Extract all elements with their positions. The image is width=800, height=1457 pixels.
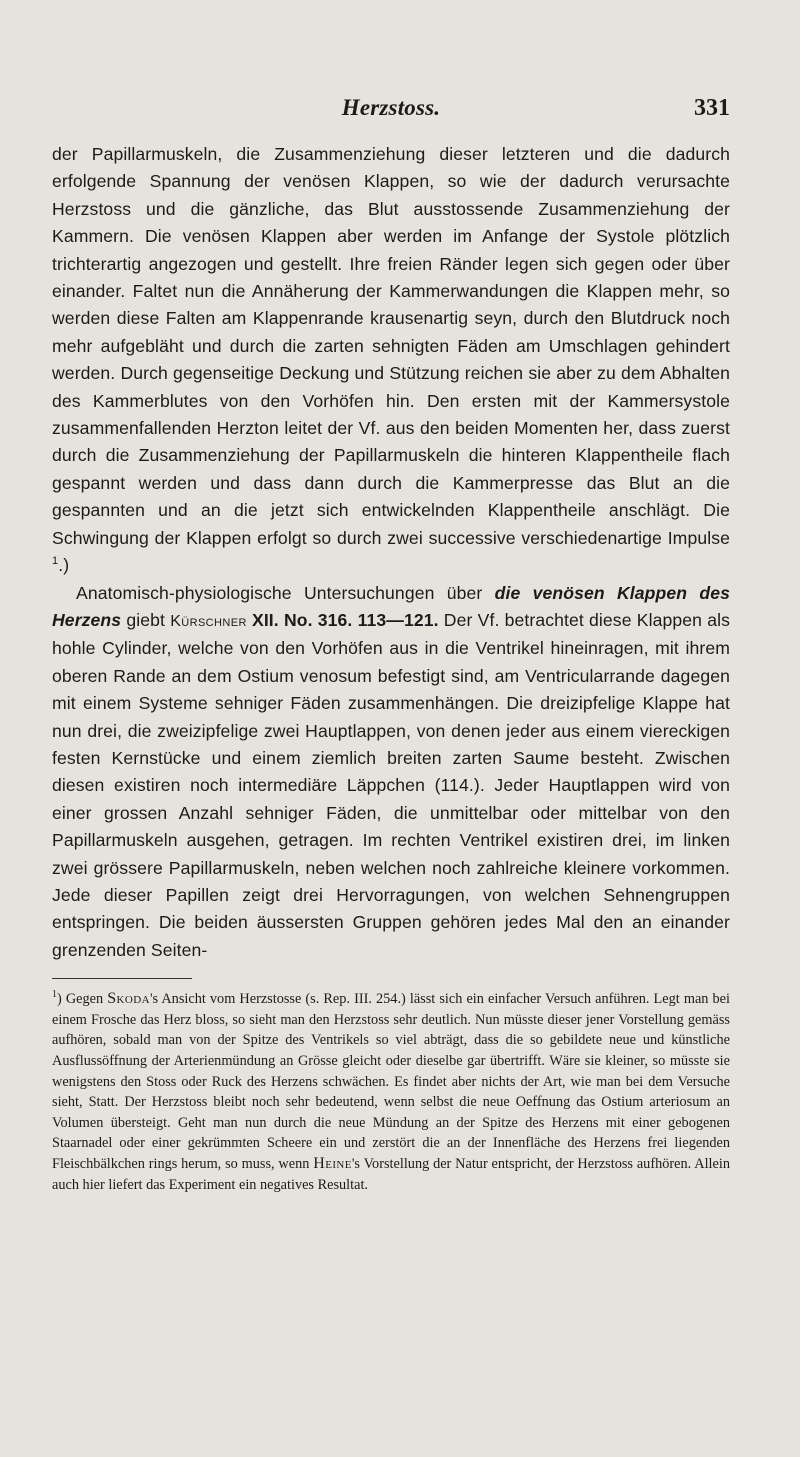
paragraph-1-end: . [58, 555, 64, 576]
footnote-lead: Gegen [65, 991, 104, 1008]
paragraph-2-reference: XII. No. 316. 113—121. [251, 609, 439, 630]
footnote-marker: 1 [52, 989, 57, 1001]
running-head [52, 95, 730, 141]
paragraph-2-lead: Anatomisch-physiologische Untersuchungen über [76, 582, 483, 603]
paragraph-2-author: Kürschner [170, 612, 247, 630]
paragraph-1-text: der Papillarmuskeln, die Zusammenziehung dieser letzteren und die dadurch erfolgende Spannung der venösen Klappen, so wie der dadurch verursachte Herzstoss und die gänzliche, das Blut ausstossende Zusammenziehung der Kammern. Die venösen Klappen aber werden im Anfange der Systole plötzlich trichterartig angezogen und gestellt. Ihre freien Ränder legen sich gegen oder über einander. Faltet nun die Annäherung der Kammerwandungen die Klappen mehr, so werden diese Falten am Klappenrande krausenartig seyn, durch den Blutdruck noch mehr aufgebläht und durch die zarten sehnigten Fäden am Umschlagen gehindert werden. Durch gegenseitige Deckung und Stützung reichen sie aber zu dem Abhalten des Kammerblutes von den Vorhöfen hin. Den ersten mit der Kammersystole zusammenfallenden Herzton leitet der Vf. aus den beiden Momenten her, dass zuerst durch die Zusammenziehung der Papillarmuskeln die hinteren Klappentheile flach gespannt werden und dass dann durch die Kammerpresse das Blut an die gespannten und an die jetzt sich entwickelnden Klappentheile anschlägt. Die Schwingung der Klappen erfolgt so durch zwei successive verschiedenartige Impulse [52, 144, 730, 548]
footnote-divider [52, 978, 192, 979]
paragraph-1: der Papillarmuskeln, die Zusammenziehung dieser letzteren und die dadurch erfolgende Spannung der venösen Klappen, so wie der dadurch verursachte Herzstoss und die gänzliche, das Blut ausstossende Zusammenziehung der Kammern. Die venösen Klappen aber werden im Anfange der Systole plötzlich trichterartig angezogen und gestellt. Ihre freien Ränder legen sich gegen oder über einander. Faltet nun die Annäherung der Kammerwandungen die Klappen mehr, so werden diese Falten am Klappenrande krausenartig seyn, durch den Blutdruck noch mehr aufgebläht und durch die zarten sehnigten Fäden am Umschlagen gehindert werden. Durch gegenseitige Deckung und Stützung reichen sie aber zu dem Abhalten des Kammerblutes von den Vorhöfen hin. Den ersten mit der Kammersystole zusammenfallenden Herzton leitet der Vf. aus den beiden Momenten her, dass zuerst durch die Zusammenziehung der Papillarmuskeln die hinteren Klappentheile flach gespannt werden und dass dann durch die Kammerpresse das Blut an die gespannten und an die jetzt sich entwickelnden Klappentheile anschlägt. Die Schwingung der Klappen erfolgt so durch zwei successive verschiedenartige Impulse $^1$.) [52, 144, 730, 576]
main-text [52, 141, 730, 964]
paragraph-2-giebt: giebt [126, 609, 165, 630]
paragraph-2-topic: die venösen Klappen des Herzens [52, 582, 730, 630]
page-number: 331 [694, 95, 730, 121]
footnote-author-skoda: Skoda [107, 990, 150, 1008]
footnote-author-heine: Heine [313, 1154, 352, 1172]
footnote-text-1: 's Ansicht vom Herzstosse (s. Rep. III. 254.) lässt sich ein einfacher Versuch anführen. Legt man bei einem Frosche das Herz bloss, so sieht man den Herzstoss sehr deutlich. Nun müsste dieser jener Vorstellung gemäss aufhören, sobald man von der Spitze des Ventrikels so viel abträgt, dass die so gebildete neue und künstliche Ausflussöffnung der Arterienmündung an Grösse gleicht oder dieselbe gar übertrifft. Wäre sie kleiner, so müsste sie wenigstens den Stoss oder Ruck des Herzens schwächen. Es findet aber nichts der Art, wie man bei dem Versuche sieht, Statt. Der Herzstoss bleibt noch sehr bedeutend, wenn selbst die neue Oeffnung das Ostium arteriosum an Volumen übersteigt. Geht man nun durch die neue Mündung an der Spitze des Herzens mit einer gebogenen Staarnadel oder einer gekrümmten Scheere ein und zerstört die an der Innenfläche des Herzens frei liegenden Fleischbälkchen rings herum, so muss, wenn [52, 991, 730, 1172]
paragraph-2 [52, 580, 730, 965]
footnote-reference[interactable]: 1 [52, 555, 59, 568]
footnote-text-2: 's Vorstellung der Natur entspricht, der Herzstoss aufhören. Allein auch hier liefert das Experiment ein negatives Resultat. [52, 1155, 730, 1193]
running-title: Herzstoss. [341, 95, 441, 120]
paragraph-2-rest: Der Vf. betrachtet diese Klappen als hohle Cylinder, welche von den Vorhöfen aus in die Ventrikel hineinragen, mit ihrem oberen Rande an dem Ostium venosum befestigt sind, am Ventricularrande dagegen mit einem Systeme sehniger Fäden zusammenhängen. Die dreizipfelige Klappe hat nun drei, die zweizipfelige zwei Hauptlappen, von denen jeder aus einem viereckigen festen Kernstücke und einem ziemlich breiten zarten Saume besteht. Zwischen diesen existiren noch intermediäre Läppchen (114.). Jeder Hauptlappen wird von einer grossen Anzahl sehniger Fäden, die unmittelbar oder mittelbar von den Papillarmuskeln ausgehen, getragen. Im rechten Ventrikel existiren drei, im linken zwei grössere Papillarmuskeln, neben welchen noch zahlreiche kleinere vorkommen. Jede dieser Papillen zeigt drei Hervorragungen, von welchen Sehnengruppen entspringen. Die beiden äussersten Gruppen gehören jedes Mal den an einander grenzenden Seiten- [52, 609, 730, 960]
footnote: $^1$) Gegen Skoda's Ansicht vom Herzstosse (s. Rep. III. 254.) lässt sich ein einfacher Versuch anführen. Legt man bei einem Frosche das Herz bloss, so sieht man den Herzstoss sehr deutlich. Nun müsste dieser jener Vorstellung gemäss aufhören, sobald man von der Spitze des Ventrikels so viel abträgt, dass die so gebildete neue und künstliche Ausflussöffnung der Arterienmündung an Grösse gleicht oder dieselbe gar übertrifft. Wäre sie kleiner, so müsste sie wenigstens den Stoss oder Ruck des Herzens schwächen. Es findet aber nichts der Art, wie man bei dem Versuche sieht, Statt. Der Herzstoss bleibt noch sehr bedeutend, wenn selbst die neue Oeffnung das Ostium arteriosum an Volumen übersteigt. Geht man nun durch die neue Mündung an der Spitze des Herzens mit einer gebogenen Staarnadel oder einer gekrümmten Scheere ein und zerstört die an der Innenfläche des Herzens frei liegenden Fleischbälkchen rings herum, so muss, wenn Heine's Vorstellung der Natur entspricht, der Herzstoss aufhören. Allein auch hier liefert das Experiment ein negatives Resultat. [52, 989, 730, 1193]
